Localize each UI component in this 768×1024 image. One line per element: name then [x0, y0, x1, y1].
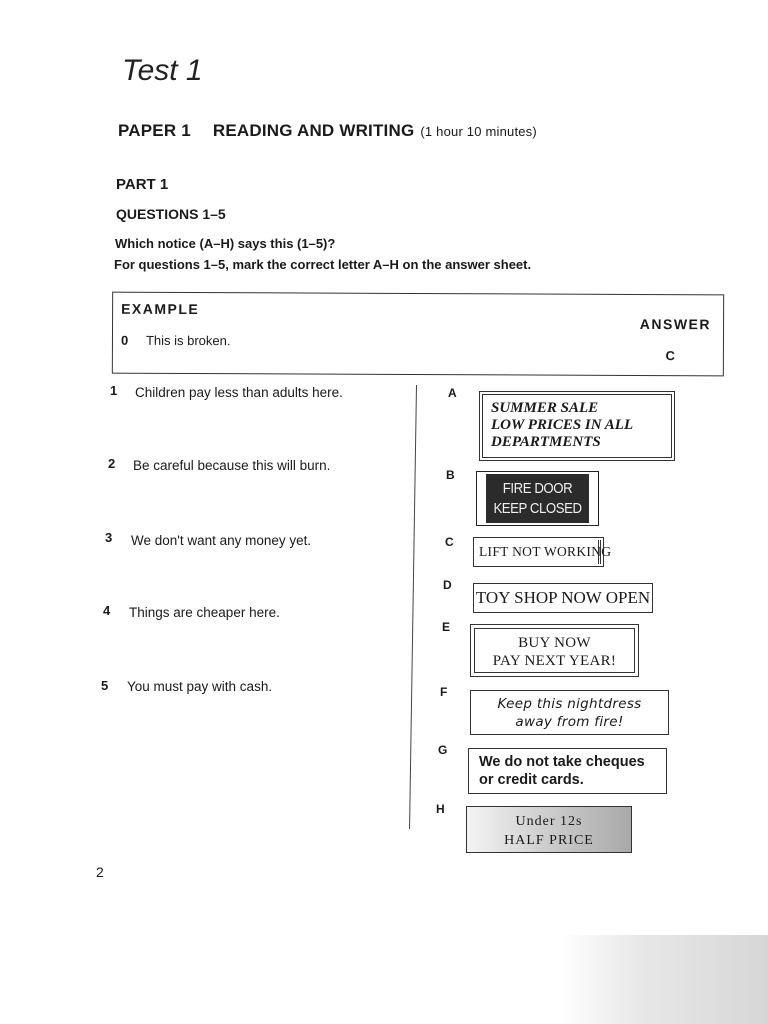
notice-a-sign: [479, 391, 675, 461]
paper-label: PAPER 1: [118, 121, 191, 140]
notice-line: Keep this nightdress: [497, 696, 642, 712]
question-number: 4: [103, 603, 111, 618]
notice-line: We do not take cheques: [479, 754, 645, 770]
notice-letter: E: [442, 620, 451, 634]
notice-h-sign: [466, 806, 632, 853]
notice-line: LIFT NOT WORKING: [479, 544, 612, 559]
notice-d-sign: [473, 583, 653, 613]
notice-g-sign: [468, 748, 667, 794]
notice-line: away from fire!: [515, 714, 624, 730]
question-number: 3: [105, 530, 113, 545]
question-text: Things are cheaper here.: [129, 605, 280, 620]
notice-letter: A: [448, 386, 457, 400]
notice-e-sign: [470, 624, 639, 677]
question-text: We don't want any money yet.: [131, 533, 312, 548]
instruction-line-1: Which notice (A–H) says this (1–5)?: [115, 236, 336, 251]
example-number: 0: [120, 332, 129, 348]
question-text: Be careful because this will burn.: [133, 458, 331, 473]
notice-f-sign: [470, 690, 669, 735]
notice-line: FIRE DOOR: [502, 480, 573, 497]
column-divider: [409, 385, 417, 829]
question-text: Children pay less than adults here.: [135, 385, 343, 400]
notice-line: TOY SHOP NOW OPEN: [475, 588, 651, 607]
notice-letter: C: [445, 535, 454, 549]
question-text: You must pay with cash.: [127, 679, 273, 694]
notice-line: PAY NEXT YEAR!: [492, 653, 617, 669]
instruction-line-2: For questions 1–5, mark the correct letter A–H on the answer sheet.: [114, 257, 532, 272]
example-heading: EXAMPLE: [121, 300, 200, 318]
answer-heading: ANSWER: [639, 315, 712, 333]
notice-line: DEPARTMENTS: [491, 434, 601, 450]
paper-duration: (1 hour 10 minutes): [420, 124, 537, 139]
question-number: 2: [108, 456, 116, 471]
paper-name: READING AND WRITING: [212, 121, 415, 140]
example-answer: C: [665, 348, 675, 364]
notice-letter: F: [440, 685, 448, 699]
notice-line: or credit cards.: [479, 772, 584, 788]
question-number: 5: [101, 678, 109, 693]
notice-b-sign: [476, 471, 599, 526]
page-number: 2: [96, 864, 104, 880]
scan-shadow: [560, 935, 768, 1024]
notice-letter: B: [446, 468, 455, 482]
part-label: PART 1: [116, 176, 169, 193]
example-box: [112, 292, 724, 377]
notice-line: BUY NOW: [518, 635, 591, 651]
example-text: This is broken.: [145, 332, 231, 349]
questions-range: QUESTIONS 1–5: [116, 206, 226, 222]
notice-line: LOW PRICES IN ALL: [491, 417, 634, 433]
notice-letter: H: [436, 802, 445, 816]
notice-line: Under 12s: [515, 814, 583, 829]
question-number: 1: [110, 383, 118, 398]
test-title: Test 1: [122, 54, 203, 87]
notice-c-sign: [473, 537, 612, 567]
paper-heading: [118, 121, 537, 141]
notice-line: SUMMER SALE: [491, 400, 599, 416]
notice-letter: G: [438, 743, 448, 757]
notice-letter: D: [443, 578, 452, 592]
notice-line: HALF PRICE: [504, 833, 594, 848]
notice-line: KEEP CLOSED: [493, 500, 582, 517]
